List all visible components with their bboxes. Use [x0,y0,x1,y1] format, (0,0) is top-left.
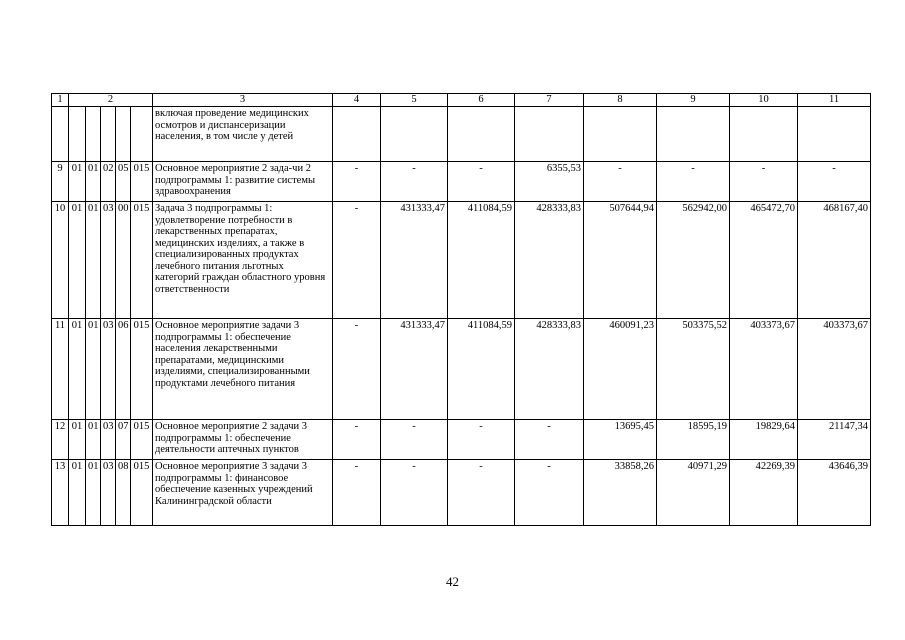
row-index: 12 [52,420,69,460]
header-cell: 2 [69,94,153,107]
value-cell: - [333,319,381,420]
value-cell: - [448,162,515,202]
value-cell: - [333,460,381,526]
value-cell: - [381,420,448,460]
description-cell: включая проведение медицинских осмотров и диспансеризации населения, в том числе у детей [153,107,333,162]
value-cell: 460091,23 [584,319,657,420]
description-cell: Основное мероприятие 2 задачи 3 подпрограммы 1: обеспечение деятельности аптечных пунктов [153,420,333,460]
value-cell: - [333,202,381,319]
code-cell: 06 [116,319,131,420]
description-cell: Основное мероприятие 2 зада-чи 2 подпрограммы 1: развитие системы здравоохранения [153,162,333,202]
header-cell: 5 [381,94,448,107]
code-cell: 01 [69,319,86,420]
code-cell: 015 [131,202,153,319]
value-cell: 562942,00 [657,202,730,319]
code-cell: 00 [116,202,131,319]
description-cell: Основное мероприятие 3 задачи 3 подпрограммы 1: финансовое обеспечение казенных учреждений Калининградской области [153,460,333,526]
description-cell: Основное мероприятие задачи 3 подпрограммы 1: обеспечение населения лекарственными препаратами, медицинскими изделиями, специализированными продуктами лечебного питания [153,319,333,420]
budget-table [51,93,871,526]
table-row [52,319,871,420]
code-cell: 02 [101,162,116,202]
row-index: 9 [52,162,69,202]
value-cell: 43646,39 [798,460,871,526]
code-cell [69,107,86,162]
value-cell [730,107,798,162]
value-cell: 403373,67 [730,319,798,420]
value-cell: - [381,162,448,202]
table-row [52,420,871,460]
value-cell: 42269,39 [730,460,798,526]
header-cell: 10 [730,94,798,107]
header-cell: 6 [448,94,515,107]
value-cell [798,107,871,162]
code-cell: 01 [69,162,86,202]
value-cell: 6355,53 [515,162,584,202]
value-cell: - [333,162,381,202]
code-cell: 01 [86,420,101,460]
header-cell: 9 [657,94,730,107]
header-row [52,94,871,107]
value-cell: - [730,162,798,202]
code-cell: 01 [69,202,86,319]
header-cell: 11 [798,94,871,107]
value-cell: 468167,40 [798,202,871,319]
header-cell: 3 [153,94,333,107]
page-number: 42 [446,574,459,589]
header-cell: 1 [52,94,69,107]
value-cell: - [333,420,381,460]
row-index: 10 [52,202,69,319]
code-cell [131,107,153,162]
value-cell [381,107,448,162]
value-cell [584,107,657,162]
code-cell: 01 [86,162,101,202]
value-cell: - [448,460,515,526]
code-cell: 05 [116,162,131,202]
code-cell: 03 [101,460,116,526]
code-cell: 03 [101,319,116,420]
value-cell: - [515,420,584,460]
code-cell: 01 [69,460,86,526]
table-row [52,202,871,319]
code-cell: 015 [131,319,153,420]
table-row [52,460,871,526]
code-cell: 01 [86,460,101,526]
code-cell [101,107,116,162]
value-cell: - [584,162,657,202]
code-cell [116,107,131,162]
value-cell: - [448,420,515,460]
value-cell: 33858,26 [584,460,657,526]
value-cell: - [798,162,871,202]
description-cell: Задача 3 подпрограммы 1: удовлетворение потребности в лекарственных препаратах, медицинских изделиях, а также в специализированных продуктах лечебного питания льготных категорий граждан областного уровня ответственности [153,202,333,319]
value-cell: 403373,67 [798,319,871,420]
row-index: 13 [52,460,69,526]
value-cell: - [657,162,730,202]
code-cell: 01 [69,420,86,460]
value-cell [657,107,730,162]
value-cell: 21147,34 [798,420,871,460]
value-cell: 40971,29 [657,460,730,526]
value-cell: 503375,52 [657,319,730,420]
row-index [52,107,69,162]
value-cell: 18595,19 [657,420,730,460]
value-cell: 465472,70 [730,202,798,319]
code-cell: 01 [86,202,101,319]
value-cell: 431333,47 [381,319,448,420]
value-cell: 13695,45 [584,420,657,460]
value-cell [448,107,515,162]
code-cell: 03 [101,202,116,319]
value-cell: - [515,460,584,526]
code-cell: 015 [131,420,153,460]
value-cell: 428333,83 [515,202,584,319]
header-cell: 7 [515,94,584,107]
table-row [52,107,871,162]
code-cell: 015 [131,460,153,526]
value-cell: 428333,83 [515,319,584,420]
value-cell: 411084,59 [448,319,515,420]
value-cell: 411084,59 [448,202,515,319]
value-cell: 507644,94 [584,202,657,319]
header-cell: 8 [584,94,657,107]
value-cell [515,107,584,162]
row-index: 11 [52,319,69,420]
value-cell: - [381,460,448,526]
table-row [52,162,871,202]
code-cell: 015 [131,162,153,202]
header-cell: 4 [333,94,381,107]
code-cell: 07 [116,420,131,460]
code-cell: 03 [101,420,116,460]
code-cell: 08 [116,460,131,526]
value-cell [333,107,381,162]
code-cell [86,107,101,162]
code-cell: 01 [86,319,101,420]
value-cell: 431333,47 [381,202,448,319]
value-cell: 19829,64 [730,420,798,460]
